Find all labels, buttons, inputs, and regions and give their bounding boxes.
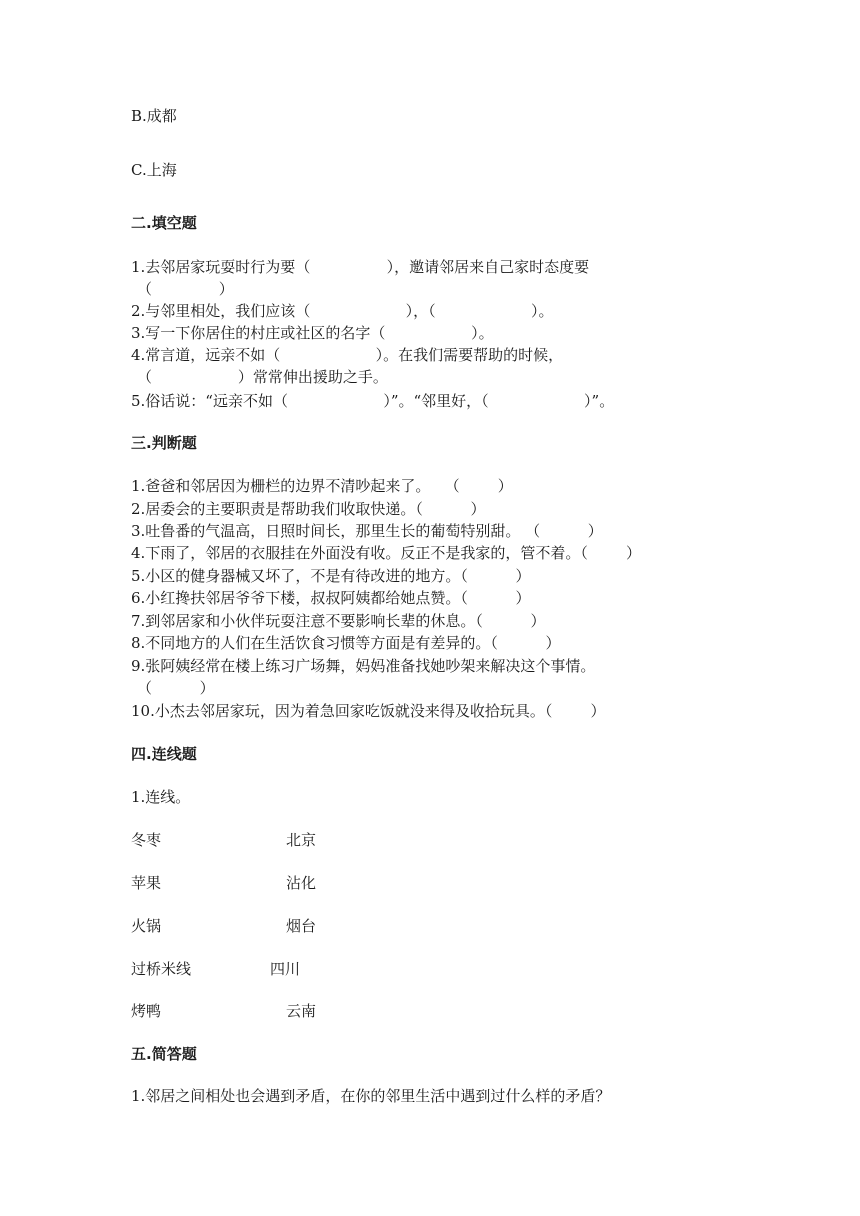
match-right-item: 烟台 xyxy=(286,917,317,935)
fill-question-5: 5.俗话说：“远亲不如（ ）”。“邻里好，（ ）”。 xyxy=(131,392,615,410)
short-answer-question-1: 1.邻居之间相处也会遇到矛盾，在你的邻里生活中遇到过什么样的矛盾？ xyxy=(131,1087,611,1105)
fill-question-3: 3.写一下你居住的村庄或社区的名字（ ）。 xyxy=(131,324,494,342)
judge-item: 2.居委会的主要职责是帮助我们收取快递。（ ） xyxy=(131,500,486,518)
judge-item-9-cont: （ ） xyxy=(137,679,215,697)
fill-question-4: 4.常言道，远亲不如（ ）。在我们需要帮助的时候， xyxy=(131,346,564,364)
fill-question-1: 1.去邻居家玩耍时行为要（ ），邀请邻居来自己家时态度要 xyxy=(131,258,590,276)
match-left-item: 火锅 xyxy=(131,917,162,935)
option-c: C.上海 xyxy=(131,161,177,179)
judge-item-9: 9.张阿姨经常在楼上练习广场舞，妈妈准备找她吵架来解决这个事情。 xyxy=(131,657,596,675)
match-right-item: 沾化 xyxy=(286,874,317,892)
matching-instruction: 1.连线。 xyxy=(131,788,191,806)
judge-item: 6.小红搀扶邻居爷爷下楼，叔叔阿姨都给她点赞。（ ） xyxy=(131,589,531,607)
section-heading-judgement: 三.判断题 xyxy=(131,434,197,452)
fill-question-4-cont: （ ）常常伸出援助之手。 xyxy=(137,368,388,386)
judge-item: 4.下雨了，邻居的衣服挂在外面没有收。反正不是我家的，管不着。（ ） xyxy=(131,544,641,562)
match-left-item: 烤鸭 xyxy=(131,1002,162,1020)
fill-question-2: 2.与邻里相处，我们应该（ ），（ ）。 xyxy=(131,302,554,320)
match-left-item: 过桥米线 xyxy=(131,960,192,978)
section-heading-fill-blank: 二.填空题 xyxy=(131,214,197,232)
match-right-item: 北京 xyxy=(286,831,317,849)
fill-question-1-cont: （ ） xyxy=(137,280,234,298)
match-left-item: 苹果 xyxy=(131,874,162,892)
section-heading-short-answer: 五.简答题 xyxy=(131,1045,197,1063)
section-heading-matching: 四.连线题 xyxy=(131,745,197,763)
match-right-item: 四川 xyxy=(270,960,301,978)
match-left-item: 冬枣 xyxy=(131,831,162,849)
judge-item: 5.小区的健身器械又坏了，不是有待改进的地方。（ ） xyxy=(131,567,531,585)
option-b: B.成都 xyxy=(131,107,177,125)
judge-item: 1.爸爸和邻居因为栅栏的边界不清吵起来了。 （ ） xyxy=(131,477,513,495)
judge-item: 3.吐鲁番的气温高，日照时间长，那里生长的葡萄特别甜。 （ ） xyxy=(131,522,603,540)
judge-item-10: 10.小杰去邻居家玩，因为着急回家吃饭就没来得及收拾玩具。（ ） xyxy=(131,702,606,720)
judge-item: 7.到邻居家和小伙伴玩耍注意不要影响长辈的休息。（ ） xyxy=(131,612,546,630)
match-right-item: 云南 xyxy=(286,1002,317,1020)
judge-item: 8.不同地方的人们在生活饮食习惯等方面是有差异的。（ ） xyxy=(131,634,561,652)
